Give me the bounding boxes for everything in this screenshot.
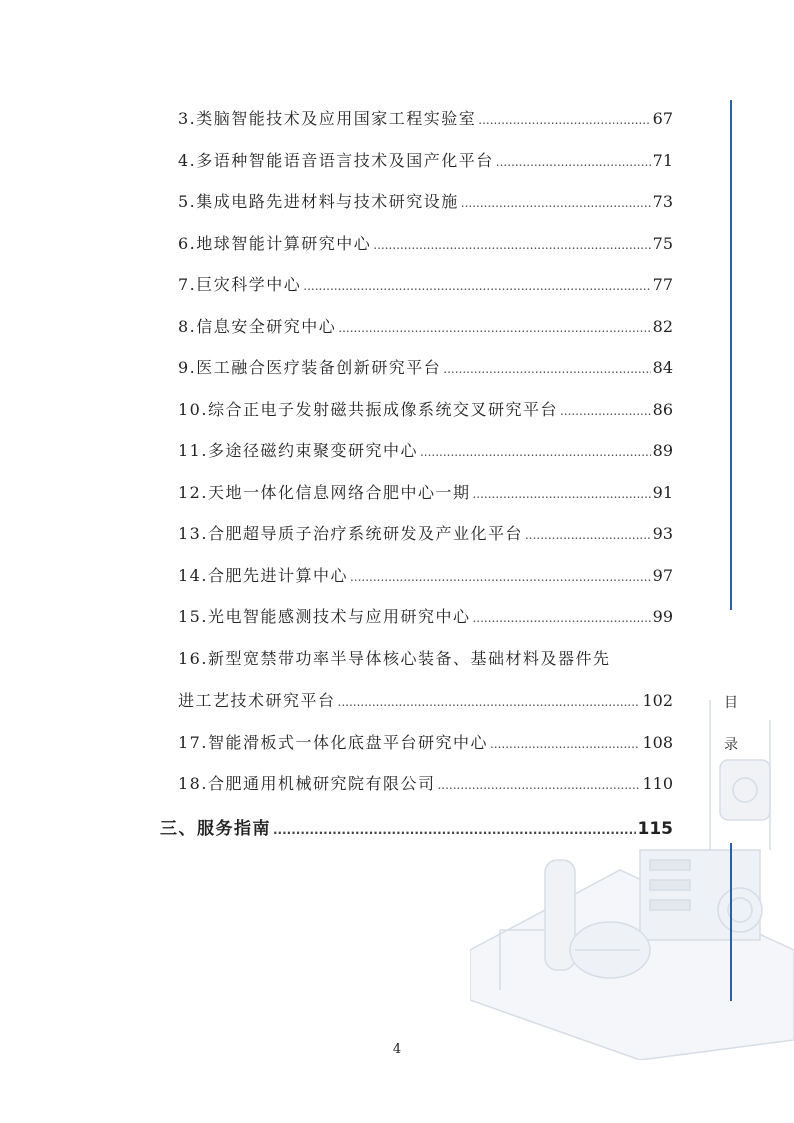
toc-entry-title: 11.多途径磁约束聚变研究中心 bbox=[178, 441, 418, 460]
toc-entry-page: 91 bbox=[652, 483, 673, 502]
toc-entry-page: 82 bbox=[652, 317, 673, 336]
toc-entry[interactable] bbox=[178, 314, 673, 337]
toc-section-heading[interactable] bbox=[160, 814, 673, 839]
side-accent-line-bottom bbox=[730, 843, 732, 1001]
toc-entry-page: 110 bbox=[642, 774, 673, 793]
side-label-char-1: 目 bbox=[724, 695, 738, 711]
side-accent-line-top bbox=[730, 100, 732, 610]
toc-entry[interactable] bbox=[178, 771, 673, 794]
toc-entry[interactable] bbox=[178, 231, 673, 254]
dot-leader bbox=[338, 317, 650, 336]
toc-entry-title: 8.信息安全研究中心 bbox=[178, 317, 337, 336]
toc-entry-title: 15.光电智能感测技术与应用研究中心 bbox=[178, 607, 471, 626]
toc-entry-page: 86 bbox=[652, 400, 673, 419]
toc-entry-title: 14.合肥先进计算中心 bbox=[178, 566, 348, 585]
dot-leader bbox=[472, 483, 650, 502]
toc-entry[interactable] bbox=[178, 730, 673, 753]
toc-entry-page: 108 bbox=[642, 733, 673, 752]
side-label-char-2: 录 bbox=[724, 737, 738, 753]
toc-entry[interactable] bbox=[178, 189, 673, 212]
toc-entry-title: 7.巨灾科学中心 bbox=[178, 275, 302, 294]
toc-entry-page: 67 bbox=[652, 109, 673, 128]
toc-section-title: 三、服务指南 bbox=[160, 819, 271, 839]
toc-entry-title: 进工艺技术研究平台 bbox=[178, 691, 336, 710]
toc-entry-page: 77 bbox=[652, 275, 673, 294]
dot-leader bbox=[437, 774, 640, 793]
dot-leader bbox=[490, 733, 641, 752]
dot-leader bbox=[350, 566, 651, 585]
toc-entry-page: 102 bbox=[642, 691, 673, 710]
dot-leader bbox=[338, 691, 641, 710]
toc-entry[interactable] bbox=[178, 480, 673, 503]
toc-section-page: 115 bbox=[637, 819, 673, 839]
page-number: 4 bbox=[392, 1042, 402, 1057]
toc-entry-title: 13.合肥超导质子治疗系统研发及产业化平台 bbox=[178, 524, 523, 543]
dot-leader bbox=[273, 819, 636, 839]
toc-entry-page: 71 bbox=[652, 151, 673, 170]
toc-entry-16-line-1[interactable]: 16.新型宽禁带功率半导体核心装备、基础材料及器件先 bbox=[178, 649, 611, 668]
toc-entry-page: 97 bbox=[652, 566, 673, 585]
toc-entry[interactable] bbox=[178, 438, 673, 461]
toc-entry[interactable] bbox=[178, 397, 673, 420]
toc-entry[interactable] bbox=[178, 688, 673, 711]
toc-entry-title: 17.智能滑板式一体化底盘平台研究中心 bbox=[178, 733, 488, 752]
toc-entry[interactable] bbox=[178, 355, 673, 378]
dot-leader bbox=[525, 524, 651, 543]
equipment-illustration bbox=[470, 700, 794, 1060]
toc-entry-page: 99 bbox=[652, 607, 673, 626]
toc-entry-title: 9.医工融合医疗装备创新研究平台 bbox=[178, 358, 442, 377]
dot-leader bbox=[560, 400, 651, 419]
toc-entry-title: 5.集成电路先进材料与技术研究设施 bbox=[178, 192, 459, 211]
dot-leader bbox=[420, 441, 651, 460]
toc-entry-title: 3.类脑智能技术及应用国家工程实验室 bbox=[178, 109, 477, 128]
toc-entry-title: 18.合肥通用机械研究院有限公司 bbox=[178, 774, 436, 793]
toc-entry[interactable] bbox=[178, 563, 673, 586]
dot-leader bbox=[472, 607, 650, 626]
dot-leader bbox=[496, 151, 651, 170]
toc-entry[interactable] bbox=[178, 521, 673, 544]
toc-entry-page: 84 bbox=[652, 358, 673, 377]
toc-entry[interactable] bbox=[178, 604, 673, 627]
toc-entry[interactable] bbox=[178, 106, 673, 129]
toc-entry-title: 12.天地一体化信息网络合肥中心一期 bbox=[178, 483, 471, 502]
dot-leader bbox=[478, 109, 650, 128]
dot-leader bbox=[443, 358, 650, 377]
toc-entry-title: 6.地球智能计算研究中心 bbox=[178, 234, 372, 253]
toc-entry[interactable] bbox=[178, 272, 673, 295]
toc-entry-page: 73 bbox=[652, 192, 673, 211]
dot-leader bbox=[373, 234, 650, 253]
toc-entry-page: 75 bbox=[652, 234, 673, 253]
toc-entry[interactable] bbox=[178, 148, 673, 171]
dot-leader bbox=[461, 192, 651, 211]
toc-entry-title: 4.多语种智能语音语言技术及国产化平台 bbox=[178, 151, 494, 170]
toc-entry-title: 10.综合正电子发射磁共振成像系统交叉研究平台 bbox=[178, 400, 558, 419]
toc-entry-page: 89 bbox=[652, 441, 673, 460]
toc-entry-page: 93 bbox=[652, 524, 673, 543]
dot-leader bbox=[303, 275, 650, 294]
